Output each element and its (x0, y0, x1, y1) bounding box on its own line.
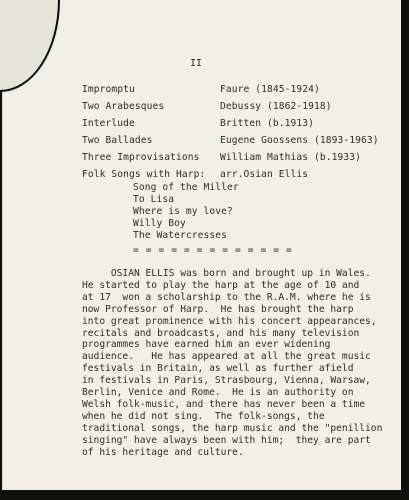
programme-composer: Debussy (1862-1918) (220, 101, 332, 112)
biography-paragraph (82, 268, 382, 459)
biography-line: into great prominence with his concert appearances, (82, 315, 377, 327)
biography-line: recitals and broadcasts, and his many television (82, 327, 360, 339)
biography-line: when he did not sing. The folk-songs, the (82, 410, 325, 422)
biography-line: in festivals in Paris, Strasbourg, Vienna, Warsaw, (82, 375, 371, 387)
biography-line: now Professor of Harp. He has brought the harp (82, 303, 354, 315)
programme-composer: Faure (1845-1924) (220, 84, 320, 95)
section-divider: = = = = = = = = = = = = = (133, 245, 293, 256)
programme-title: Impromptu (82, 84, 135, 95)
programme-title: Folk Songs with Harp: (82, 169, 206, 180)
biography-line: festivals in Britain, as well as further afield (82, 363, 354, 375)
programme-composer: Eugene Goossens (1893-1963) (220, 135, 379, 146)
biography-line: programmes have earned him an ever widening (82, 339, 331, 351)
programme-title: Two Arabesques (82, 101, 165, 112)
folk-song-item: Where is my love? (133, 206, 233, 217)
page-number: II (190, 58, 203, 69)
folk-song-item: To Lisa (133, 194, 175, 205)
biography-line: traditional songs, the harp music and the "penillion (82, 422, 383, 434)
programme-composer: Britten (b.1913) (220, 118, 315, 129)
biography-line: at 17 won a scholarship to the R.A.M. where he is (82, 291, 371, 303)
programme-title: Three Improvisations (82, 152, 200, 163)
biography-line: He started to play the harp at the age of 10 and (82, 279, 360, 291)
folk-song-item: Song of the Miller (133, 182, 239, 193)
folk-song-item: Willy Boy (133, 218, 186, 229)
biography-line: Berlin, Venice and Rome. He is an authority on (82, 387, 354, 399)
programme-title: Two Ballades (82, 135, 153, 146)
folk-song-item: The Watercresses (133, 230, 228, 241)
biography-line: singing" have always been with him; they are part (82, 434, 371, 446)
biography-line: of his heritage and culture. (82, 446, 244, 458)
biography-line: Welsh folk-music, and there has never been a time (82, 398, 366, 410)
document-page (2, 0, 401, 490)
programme-composer: arr.Osian Ellis (220, 169, 309, 180)
biography-line: audience. He has appeared at all the great music (82, 351, 371, 363)
programme-title: Interlude (82, 118, 135, 129)
biography-line: OSIAN ELLIS was born and brought up in Wales. (82, 268, 371, 279)
programme-composer: William Mathias (b.1933) (220, 152, 362, 163)
